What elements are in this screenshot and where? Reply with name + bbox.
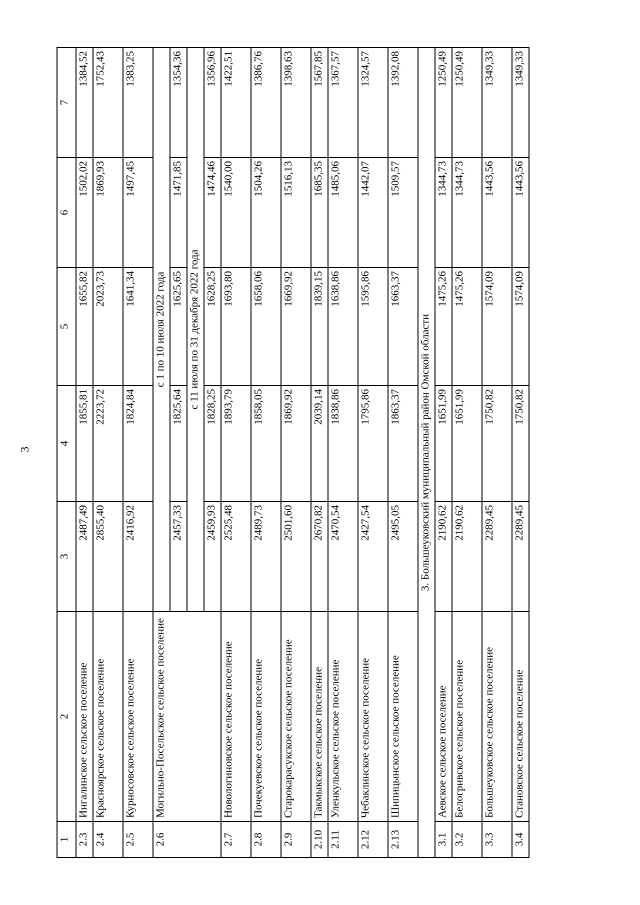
settlement-name: Шипицынское сельское поселение <box>388 611 418 821</box>
value-col-5: 1641,34 <box>123 267 153 385</box>
value-col-3: 2495,05 <box>388 501 418 611</box>
value-col-7: 1567,85 <box>311 47 328 157</box>
value-col-4: 1750,82 <box>482 385 512 501</box>
value-col-3: 2670,82 <box>311 501 328 611</box>
value-col-7: 1383,25 <box>123 47 153 157</box>
value-col-6: 1509,57 <box>388 157 418 267</box>
table-row <box>221 47 251 857</box>
row-number: 2.8 <box>251 821 281 857</box>
period-label-2: с 11 июля по 31 декабря 2022 года <box>187 47 204 611</box>
header-col-2: 2 <box>57 611 76 821</box>
header-col-3: 3 <box>57 501 76 611</box>
value-col-5: 2023,73 <box>93 267 123 385</box>
value-col-5: 1628,25 <box>204 267 221 385</box>
settlement-name: Белогривское сельское поселение <box>452 611 482 821</box>
value-col-4: 1858,05 <box>251 385 281 501</box>
table-row <box>482 47 512 857</box>
value-col-5: 1475,26 <box>452 267 482 385</box>
value-col-5: 1693,80 <box>221 267 251 385</box>
value-col-7: 1354,36 <box>170 47 187 157</box>
value-col-3: 2190,62 <box>435 501 452 611</box>
value-col-7: 1250,49 <box>435 47 452 157</box>
value-col-5: 1638,86 <box>328 267 358 385</box>
value-col-5: 1595,86 <box>358 267 388 385</box>
table-row <box>311 47 328 857</box>
value-col-7: 1422,51 <box>221 47 251 157</box>
settlement-name: Могильно-Посельское сельское поселение <box>153 611 221 821</box>
value-col-5: 1663,37 <box>388 267 418 385</box>
value-col-3: 2289,45 <box>482 501 512 611</box>
value-col-6: 1485,06 <box>328 157 358 267</box>
value-col-4: 1855,81 <box>76 385 93 501</box>
value-col-6: 1474,46 <box>204 157 221 267</box>
value-col-7: 1356,96 <box>204 47 221 157</box>
value-col-5: 1574,09 <box>512 267 529 385</box>
value-col-4: 1795,86 <box>358 385 388 501</box>
value-col-7: 1349,33 <box>482 47 512 157</box>
value-col-4: 1651,99 <box>435 385 452 501</box>
value-col-7: 1398,63 <box>281 47 311 157</box>
row-number: 3.1 <box>435 821 452 857</box>
row-number: 2.6 <box>153 821 221 857</box>
table-row <box>251 47 281 857</box>
row-number: 3.3 <box>482 821 512 857</box>
value-col-6: 1516,13 <box>281 157 311 267</box>
header-col-5: 5 <box>57 267 76 385</box>
settlement-name: Новологиновское сельское поселение <box>221 611 251 821</box>
value-col-5: 1475,26 <box>435 267 452 385</box>
header-row <box>57 47 76 857</box>
value-col-3: 2457,33 <box>170 501 187 611</box>
row-number: 3.2 <box>452 821 482 857</box>
value-col-3: 2487,49 <box>76 501 93 611</box>
table-row <box>388 47 418 857</box>
value-col-5: 1625,65 <box>170 267 187 385</box>
row-number: 2.11 <box>328 821 358 857</box>
section-title: 3. Большеуковский муниципальный район Омской области <box>418 47 435 857</box>
table-row <box>76 47 93 857</box>
table-row <box>358 47 388 857</box>
value-col-6: 1497,45 <box>123 157 153 267</box>
value-col-7: 1250,49 <box>452 47 482 157</box>
value-col-7: 1367,57 <box>328 47 358 157</box>
row-number: 2.13 <box>388 821 418 857</box>
value-col-3: 2489,73 <box>251 501 281 611</box>
value-col-6: 1869,93 <box>93 157 123 267</box>
value-col-4: 1825,64 <box>170 385 187 501</box>
row-number: 2.3 <box>76 821 93 857</box>
value-col-3: 2416,92 <box>123 501 153 611</box>
settlement-name: Ингалинское сельское поселение <box>76 611 93 821</box>
value-col-3: 2525,48 <box>221 501 251 611</box>
value-col-4: 1838,86 <box>328 385 358 501</box>
settlement-name: Такмыкское сельское поселение <box>311 611 328 821</box>
value-col-7: 1392,08 <box>388 47 418 157</box>
row-number: 3.4 <box>512 821 529 857</box>
settlement-name: Уленкульское сельское поселение <box>328 611 358 821</box>
rotated-table-container <box>57 48 584 858</box>
section-row <box>418 47 435 857</box>
header-col-1: 1 <box>57 821 76 857</box>
value-col-7: 1386,76 <box>251 47 281 157</box>
row-number: 2.12 <box>358 821 388 857</box>
header-col-6: 6 <box>57 157 76 267</box>
settlement-name: Становское сельское поселение <box>512 611 529 821</box>
value-col-5: 1574,09 <box>482 267 512 385</box>
value-col-7: 1349,33 <box>512 47 529 157</box>
value-col-4: 1828,25 <box>204 385 221 501</box>
table-row <box>452 47 482 857</box>
table-row <box>123 47 153 857</box>
value-col-6: 1344,73 <box>435 157 452 267</box>
value-col-5: 1839,15 <box>311 267 328 385</box>
settlement-name: Большеуковское сельское поселение <box>482 611 512 821</box>
value-col-4: 2039,14 <box>311 385 328 501</box>
row-number: 2.5 <box>123 821 153 857</box>
row-number: 2.4 <box>93 821 123 857</box>
value-col-4: 1863,37 <box>388 385 418 501</box>
value-col-6: 1442,07 <box>358 157 388 267</box>
value-col-4: 1824,84 <box>123 385 153 501</box>
value-col-6: 1443,56 <box>512 157 529 267</box>
value-col-4: 1651,99 <box>452 385 482 501</box>
value-col-6: 1443,56 <box>482 157 512 267</box>
period-label-1: с 1 по 10 июля 2022 года <box>153 47 170 611</box>
value-col-7: 1324,57 <box>358 47 388 157</box>
row-number: 2.7 <box>221 821 251 857</box>
row-number: 2.9 <box>281 821 311 857</box>
value-col-5: 1669,92 <box>281 267 311 385</box>
value-col-4: 1869,92 <box>281 385 311 501</box>
tariff-table <box>57 47 530 858</box>
value-col-6: 1502,02 <box>76 157 93 267</box>
table-row <box>93 47 123 857</box>
table-row <box>435 47 452 857</box>
value-col-6: 1540,00 <box>221 157 251 267</box>
value-col-4: 1750,82 <box>512 385 529 501</box>
header-col-7: 7 <box>57 47 76 157</box>
table-row <box>153 47 170 857</box>
value-col-6: 1504,26 <box>251 157 281 267</box>
settlement-name: Чебаклинское сельское поселение <box>358 611 388 821</box>
value-col-3: 2470,54 <box>328 501 358 611</box>
header-col-4: 4 <box>57 385 76 501</box>
row-number: 2.10 <box>311 821 328 857</box>
value-col-6: 1471,85 <box>170 157 187 267</box>
value-col-3: 2289,45 <box>512 501 529 611</box>
table-row <box>281 47 311 857</box>
settlement-name: Курносовское сельское поселение <box>123 611 153 821</box>
value-col-4: 1893,79 <box>221 385 251 501</box>
table-row <box>328 47 358 857</box>
settlement-name: Почекуевское сельское поселение <box>251 611 281 821</box>
settlement-name: Красноярское сельское поселение <box>93 611 123 821</box>
value-col-3: 2190,62 <box>452 501 482 611</box>
settlement-name: Старокарасукское сельское поселение <box>281 611 311 821</box>
value-col-3: 2459,93 <box>204 501 221 611</box>
settlement-name: Аевское сельское поселение <box>435 611 452 821</box>
value-col-4: 2223,72 <box>93 385 123 501</box>
value-col-7: 1752,43 <box>93 47 123 157</box>
value-col-3: 2855,40 <box>93 501 123 611</box>
value-col-5: 1655,82 <box>76 267 93 385</box>
table-row <box>512 47 529 857</box>
value-col-5: 1658,06 <box>251 267 281 385</box>
value-col-7: 1384,52 <box>76 47 93 157</box>
page-number: 3 <box>17 446 32 453</box>
value-col-6: 1685,35 <box>311 157 328 267</box>
value-col-6: 1344,73 <box>452 157 482 267</box>
value-col-3: 2501,60 <box>281 501 311 611</box>
value-col-3: 2427,54 <box>358 501 388 611</box>
